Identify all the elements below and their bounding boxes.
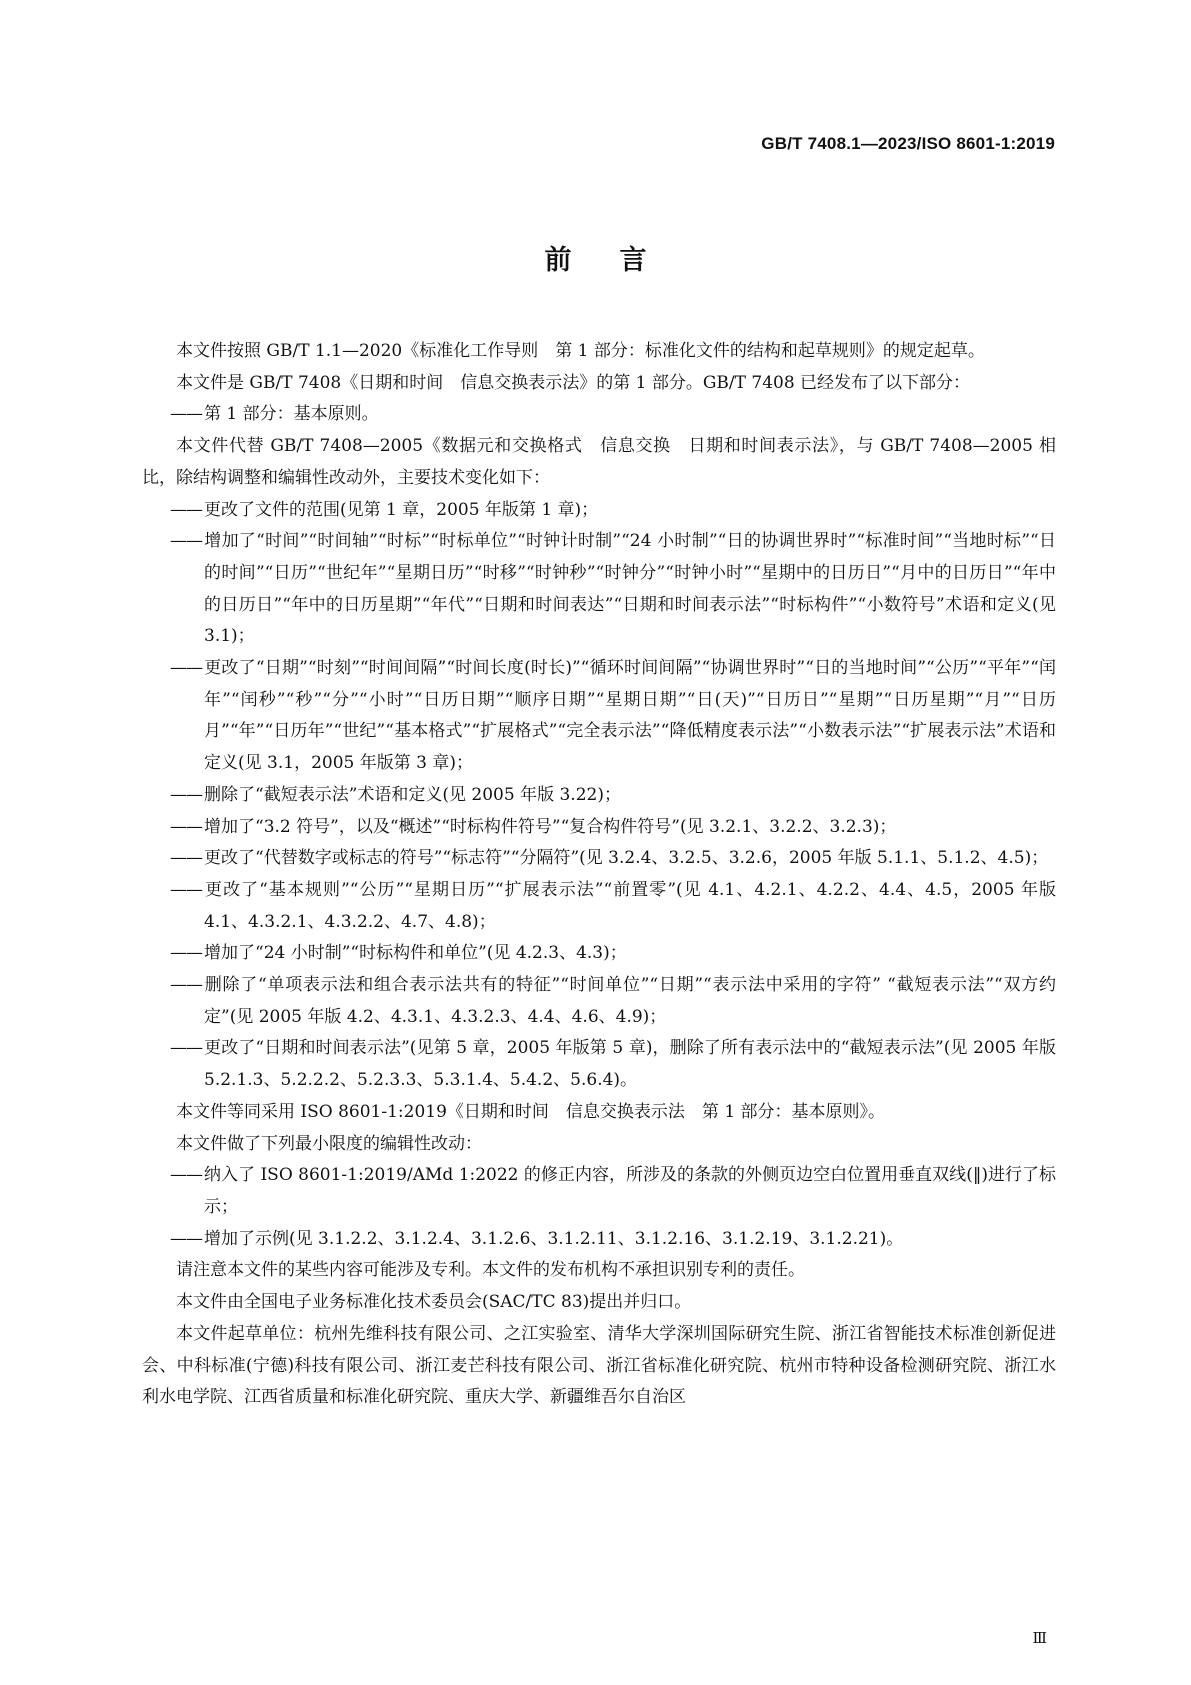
dash-mark: —— [170, 975, 202, 996]
paragraph: 请注意本文件的某些内容可能涉及专利。本文件的发布机构不承担识别专利的责任。 [176, 1260, 805, 1281]
list-item-text: 更改了“日期和时间表示法”(见第 5 章，2005 年版第 5 章)，删除了所有表示法中的“截短表示法”(见 2005 年版 5.2.1.3、5.2.2.2、5.2.3.3、5.3.1.4、5.4.2、5.6.4)。 [204, 1038, 1056, 1091]
list-item [142, 1160, 1056, 1223]
list-item-text: 增加了“时间”“时间轴”“时标”“时标单位”“时钟计时制”“24 小时制”“日的协调世界时”“标准时间”“当地时标”“日的时间”“日历”“世纪年”“星期日历”“时移”“时钟秒”“时钟分”“时钟小时”“星期中的日历日”“月中的日历日”“年中的日历日”“年中的日历星期”“年代”“日期和时间表达”“日期和时间表示法”“时标构件”“小数符号”术语和定义(见 3.1)； [204, 531, 1056, 647]
list-item [142, 1224, 1056, 1256]
list-item-text: 增加了“24 小时制”“时标构件和单位”(见 4.2.3、4.3)； [204, 943, 627, 964]
list-item-text: 删除了“单项表示法和组合表示法共有的特征”“时间单位”“日期”“表示法中采用的字符” “截短表示法”“双方约定”(见 2005 年版 4.2、4.3.1、4.3.2.3、4.4、4.6、4.9)； [204, 975, 1056, 1027]
list-item [142, 399, 1056, 431]
paragraph: 本文件按照 GB/T 1.1—2020《标准化工作导则 第 1 部分：标准化文件的结构和起草规则》的规定起草。 [176, 341, 985, 361]
page-title: 前言 [544, 245, 695, 276]
list-item-text: 第 1 部分：基本原则。 [204, 404, 379, 425]
list-item [142, 875, 1056, 938]
list-item-text: 更改了“日期”“时刻”“时间间隔”“时间长度(时长)”“循环时间间隔”“协调世界时”“日的当地时间”“公历”“平年”“闰年”“闰秒”“秒”“分”“小时”“日历日期”“顺序日期”“星期日期”“日(天)”“日历日”“星期”“日历星期”“月”“日历月”“年”“日历年”“世纪”“基本格式”“扩展格式”“完全表示法”“降低精度表示法”“小数表示法”“扩展表示法”术语和定义(见 3.1，2005 年版第 3 章)； [204, 658, 1056, 774]
list-item [142, 812, 1056, 844]
list-item [142, 1033, 1056, 1096]
dash-mark: —— [170, 943, 202, 964]
list-item [142, 526, 1056, 653]
list-item-text: 更改了“基本规则”“公历”“星期日历”“扩展表示法”“前置零”(见 4.1、4.2.1、4.2.2、4.4、4.5，2005 年版 4.1、4.3.2.1、4.3.2.2、4.7、4.8)； [204, 879, 1056, 932]
list-item [142, 780, 1056, 812]
paragraph: 本文件是 GB/T 7408《日期和时间 信息交换表示法》的第 1 部分。GB/T 7408 已经发布了以下部分： [176, 372, 971, 393]
paragraph: 本文件做了下列最小限度的编辑性改动： [176, 1133, 482, 1154]
list-item-text: 纳入了 ISO 8601-1:2019/AMd 1:2022 的修正内容，所涉及的条款的外侧页边空白位置用垂直双线(‖)进行了标示； [204, 1165, 1056, 1217]
dash-mark: —— [170, 658, 202, 679]
standard-code: GB/T 7408.1—2023/ISO 8601-1:2019 [761, 134, 1055, 153]
list-item [142, 495, 1056, 527]
dash-mark: —— [170, 531, 202, 552]
dash-mark: —— [170, 784, 202, 805]
list-item-text: 更改了文件的范围(见第 1 章，2005 年版第 1 章)； [204, 499, 599, 520]
dash-mark: —— [170, 404, 202, 425]
list-item-text: 增加了“3.2 符号”，以及“概述”“时标构件符号”“复合构件符号”(见 3.2.1、3.2.2、3.2.3)； [204, 816, 897, 837]
paragraph: 本文件等同采用 ISO 8601-1:2019《日期和时间 信息交换表示法 第 1 部分：基本原则》。 [176, 1101, 886, 1122]
list-item [142, 970, 1056, 1033]
paragraph: 本文件由全国电子业务标准化技术委员会(SAC/TC 83)提出并归口。 [176, 1292, 692, 1313]
list-item-text: 增加了示例(见 3.1.2.2、3.1.2.4、3.1.2.6、3.1.2.11、3.1.2.16、3.1.2.19、3.1.2.21)。 [204, 1228, 904, 1249]
list-item-text: 更改了“代替数字或标志的符号”“标志符”“分隔符”(见 3.2.4、3.2.5、3.2.6，2005 年版 5.1.1、5.1.2、4.5)； [204, 848, 1049, 869]
dash-mark: —— [170, 499, 202, 520]
paragraph: 本文件代替 GB/T 7408—2005《数据元和交换格式 信息交换 日期和时间表示法》，与 GB/T 7408—2005 相比，除结构调整和编辑性改动外，主要技术变化如下： [142, 436, 1056, 488]
dash-mark: —— [170, 1228, 202, 1249]
dash-mark: —— [170, 879, 202, 900]
list-item [142, 938, 1056, 970]
page-number: Ⅲ [1032, 1629, 1047, 1647]
list-item-text: 删除了“截短表示法”术语和定义(见 2005 年版 3.22)； [204, 784, 621, 805]
dash-mark: —— [170, 1165, 202, 1186]
dash-mark: —— [170, 816, 202, 837]
dash-mark: —— [170, 1038, 202, 1059]
list-item [142, 843, 1056, 875]
dash-mark: —— [170, 848, 202, 869]
paragraph: 本文件起草单位：杭州先维科技有限公司、之江实验室、清华大学深圳国际研究生院、浙江省智能技术标准创新促进会、中科标准(宁德)科技有限公司、浙江麦芒科技有限公司、浙江省标准化研究院、杭州市特种设备检测研究院、浙江水利水电学院、江西省质量和标准化研究院、重庆大学、新疆维吾尔自治区 [142, 1323, 1056, 1408]
body-content [142, 336, 1056, 1414]
list-item [142, 653, 1056, 780]
